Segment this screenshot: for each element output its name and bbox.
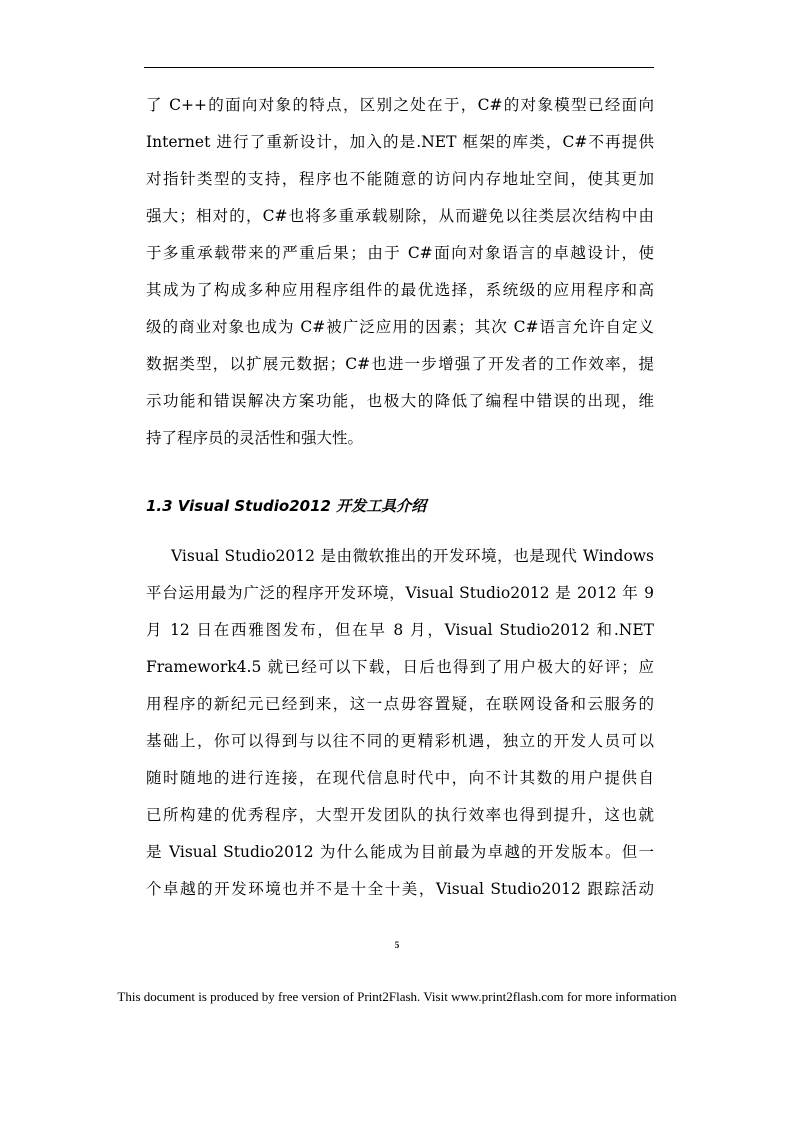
text-line: 用程序的新纪元已经到来，这一点毋容置疑，在联网设备和云服务的 xyxy=(146,695,654,713)
text-line: 已所构建的优秀程序，大型开发团队的执行效率也得到提升，这也就 xyxy=(146,806,654,824)
section-heading: 1.3 Visual Studio2012 开发工具介绍 xyxy=(146,497,427,515)
text-line: 随时随地的进行连接，在现代信息时代中，向不计其数的用户提供自 xyxy=(146,769,654,787)
text-line: 其成为了构成多种应用程序组件的最优选择，系统级的应用程序和高 xyxy=(146,281,654,299)
text-line: 强大；相对的，C#也将多重承载剔除，从而避免以往类层次结构中由 xyxy=(146,207,654,225)
text-line: 平台运用最为广泛的程序开发环境，Visual Studio2012 是 2012 年 9 xyxy=(146,584,654,602)
text-line: 了 C++的面向对象的特点，区别之处在于，C#的对象模型已经面向 xyxy=(146,96,654,114)
text-line: Visual Studio2012 是由微软推出的开发环境，也是现代 Windows xyxy=(171,547,654,565)
text-line: 对指针类型的支持，程序也不能随意的访问内存地址空间，使其更加 xyxy=(146,170,654,188)
body-paragraph-1 xyxy=(146,87,654,457)
page-number: 5 xyxy=(394,940,400,950)
text-line: 示功能和错误解决方案功能，也极大的降低了编程中错误的出现，维 xyxy=(146,392,654,410)
text-line: 持了程序员的灵活性和强大性。 xyxy=(146,429,364,447)
text-line: 数据类型，以扩展元数据；C#也进一步增强了开发者的工作效率，提 xyxy=(146,355,654,373)
text-line: 个卓越的开发环境也并不是十全十美，Visual Studio2012 跟踪活动 xyxy=(146,880,654,898)
text-line: 于多重承载带来的严重后果；由于 C#面向对象语言的卓越设计，使 xyxy=(146,244,654,262)
footer-notice: This document is produced by free version of Print2Flash. Visit www.print2flash.com for more information xyxy=(117,989,677,1004)
text-line: 月 12 日在西雅图发布，但在早 8 月，Visual Studio2012 和.NET xyxy=(146,621,654,639)
text-line: 是 Visual Studio2012 为什么能成为目前最为卓越的开发版本。但一 xyxy=(146,843,654,861)
body-paragraph-2 xyxy=(146,538,654,908)
text-line: 级的商业对象也成为 C#被广泛应用的因素；其次 C#语言允许自定义 xyxy=(146,318,654,336)
text-line: Internet 进行了重新设计，加入的是.NET 框架的库类，C#不再提供 xyxy=(146,133,654,151)
text-line: 基础上，你可以得到与以往不同的更精彩机遇，独立的开发人员可以 xyxy=(146,732,654,750)
text-line: Framework4.5 就已经可以下载，日后也得到了用户极大的好评；应 xyxy=(146,658,654,676)
header-rule xyxy=(144,67,654,68)
